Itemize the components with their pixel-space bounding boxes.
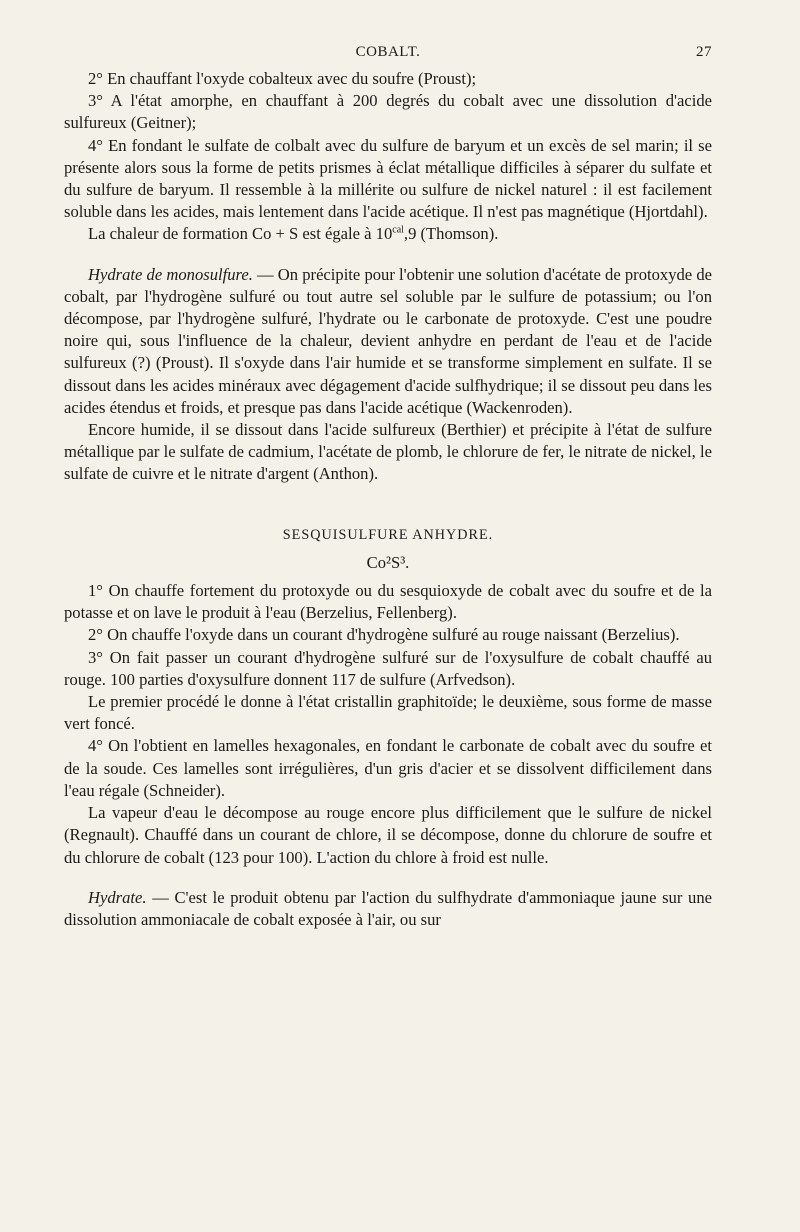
paragraph: 2° On chauffe l'oxyde dans un courant d'hydrogène sulfuré au rouge naissant (Berzelius). xyxy=(88,625,680,645)
header-title: COBALT. xyxy=(355,44,421,60)
running-header xyxy=(64,44,712,66)
text-run: — C'est le produit obtenu par l'action du sulfhydrate d'ammoniaque jaune sur une dissolution ammoniacale de cobalt exposée à l'air, ou sur xyxy=(64,887,712,929)
section-heading: SESQUISULFURE ANHYDRE. xyxy=(282,526,494,543)
paragraph: 4° En fondant le sulfate de colbalt avec du sulfure de baryum et un excès de sel marin; il se présente alors sous la forme de petits prismes à éclat métallique difficiles à séparer du sulfate et du sulfure de baryum. Il ressemble à la millérite ou sulfure de nickel naturel : il est facilement soluble dans les acides, mais lentement dans l'acide acétique. Il n'est pas magnétique (Hjortdahl). xyxy=(64,135,712,222)
text-run: ,9 (Thomson). xyxy=(403,224,499,244)
paragraph: La vapeur d'eau le décompose au rouge encore plus difficilement que le sulfure de nickel (Regnault). Chauffé dans un courant de chlore, il se décompose, donne du chlorure de soufre et du chlorure de cobalt (123 pour 100). L'action du chlore à froid est nulle. xyxy=(64,803,712,867)
paragraph: 3° On fait passer un courant d'hydrogène sulfuré sur de l'oxysulfure de cobalt chauffé au rouge. 100 parties d'oxysulfure donnent 117 de sulfure (Arfvedson). xyxy=(64,647,712,689)
paragraph: 3° A l'état amorphe, en chauffant à 200 degrés du cobalt avec une dissolution d'acide sulfureux (Geitner); xyxy=(64,91,712,133)
page-body xyxy=(64,68,712,931)
paragraph: 1° On chauffe fortement du protoxyde ou du sesquioxyde de cobalt avec du soufre et de la potasse et on lave le produit à l'eau (Berzelius, Fellenberg). xyxy=(64,581,712,623)
paragraph-hydrate-monosulfure xyxy=(64,264,712,419)
text-run: — On précipite pour l'obtenir une solution d'acétate de protoxyde de cobalt, par l'hydrogène sulfuré ou tout autre sel soluble par le sulfure de potassium; ou l'on décompose, par l'hydrogène sulfuré, l'hydrate ou le carbonate de protoxyde. C'est une poudre noire qui, sous l'influence de la chaleur, devient anhydre en perdant de l'eau et de l'acide sulfureux (?) (Proust). Il s'oxyde dans l'air humide et se transforme simplement en sulfate. Il se dissout dans les acides minéraux avec dégagement d'acide sulfhydrique; il se dissout peu dans les acides étendus et froids, et presque pas dans l'acide acétique (Wackenroden). xyxy=(64,264,712,417)
text-run: La chaleur de formation Co + S est égale à 10 xyxy=(88,224,393,244)
subheading-italic: Hydrate. xyxy=(88,887,147,907)
paragraph: Le premier procédé le donne à l'état cristallin graphitoïde; le deuxième, sous forme de masse vert foncé. xyxy=(64,692,712,734)
paragraph: 4° On l'obtient en lamelles hexagonales, en fondant le carbonate de cobalt avec du soufre et de la soude. Ces lamelles sont irrégulières, d'un gris d'acier et se dissolvent difficilement dans l'eau régale (Schneider). xyxy=(64,736,712,800)
subheading-italic: Hydrate de monosulfure. xyxy=(88,264,253,284)
paragraph: 2° En chauffant l'oxyde cobalteux avec du soufre (Proust); xyxy=(88,69,477,88)
paragraph: Encore humide, il se dissout dans l'acide sulfureux (Berthier) et précipite à l'état de sulfure métallique par le sulfate de cadmium, l'acétate de plomb, le chlorure de fer, le nitrate de nickel, le sulfate de cuivre et le nitrate d'argent (Anthon). xyxy=(64,420,712,484)
chemical-formula: Co²S³. xyxy=(366,552,410,572)
paragraph-heat-of-formation xyxy=(64,223,712,245)
paragraph-hydrate xyxy=(64,887,712,931)
superscript: cal xyxy=(392,224,404,236)
page-number: 27 xyxy=(696,44,712,60)
